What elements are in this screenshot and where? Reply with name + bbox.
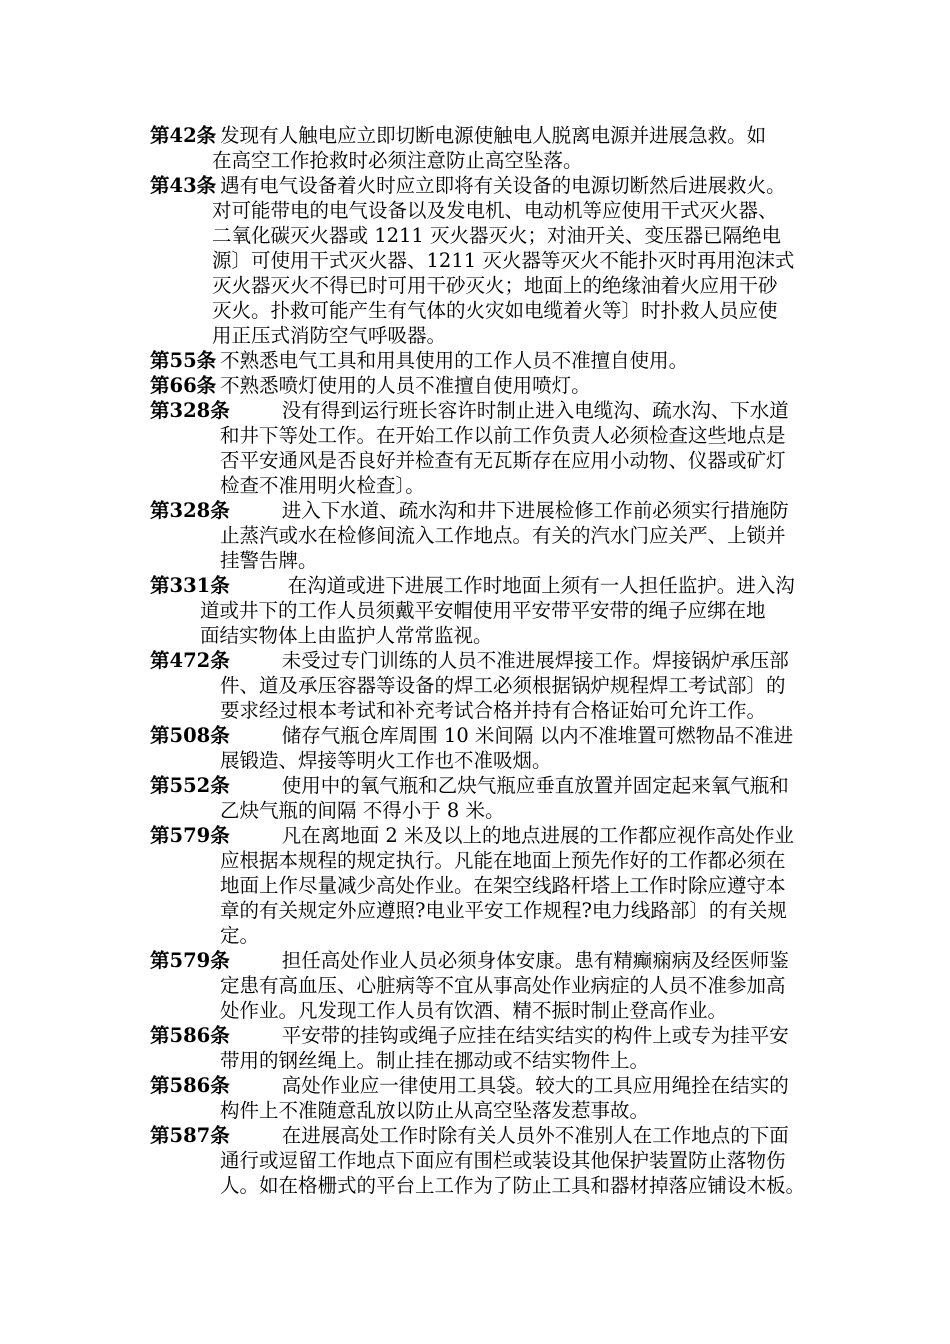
article-text-line: 展锻造、焊接等明火工作也不准吸烟。 [220, 749, 552, 772]
article-number: 第586条 [150, 1074, 230, 1097]
article-42 [150, 123, 890, 173]
article-text-line: 和井下等处工作。在开始工作以前工作负责人必须检查这些地点是 [220, 424, 786, 447]
article-331 [150, 573, 890, 648]
article-586-a [150, 1023, 890, 1073]
article-text-line: 地面上作尽量减少高处作业。在架空线路杆塔上工作时除应遵守本 [220, 874, 786, 897]
article-text-line: 道或井下的工作人员须戴平安帽使用平安带平安带的绳子应绑在地 [200, 599, 766, 622]
article-text-line: 在高空工作抢救时必须注意防止高空坠落。 [212, 149, 583, 172]
article-text-line: 遇有电气设备着火时应立即将有关设备的电源切断然后进展救火。 [220, 174, 786, 197]
article-text-line: 要求经过根本考试和补充考试合格并持有合格证始可允许工作。 [220, 699, 767, 722]
article-number: 第331条 [150, 574, 230, 597]
article-text-line: 在沟道或进下进展工作时地面上须有一人担任监护。进入沟 [287, 574, 795, 597]
article-579-b [150, 948, 890, 1023]
article-text-line: 件、道及承压容器等设备的焊工必须根据锅炉规程焊工考试部〕的 [220, 674, 786, 697]
article-text-line: 高处作业应一律使用工具袋。较大的工具应用绳拴在结实的 [281, 1074, 789, 1097]
article-text-line: 二氧化碳灭火器或 1211 灭火器灭火；对油开关、变压器已隔绝电 [212, 224, 782, 247]
article-number: 第328条 [150, 399, 230, 422]
article-43 [150, 173, 890, 348]
article-text-line: 人。如在格栅式的平台上工作为了防止工具和器材掉落应铺设木板。 [220, 1174, 806, 1197]
article-text-line: 凡在离地面 2 米及以上的地点进展的工作都应视作高处作业 [281, 824, 795, 847]
article-328-b [150, 498, 890, 573]
article-579-a [150, 823, 890, 948]
article-text-line: 没有得到运行班长容许时制止进入电缆沟、疏水沟、下水道 [281, 399, 789, 422]
article-text-line: 未受过专门训练的人员不准进展焊接工作。焊接锅炉承压部 [281, 649, 789, 672]
article-text-line: 不熟悉喷灯使用的人员不准擅自使用喷灯。 [220, 374, 591, 397]
article-text-line: 在进展高处工作时除有关人员外不准别人在工作地点的下面 [281, 1124, 789, 1147]
article-text-line: 章的有关规定外应遵照?电业平安工作规程?电力线路部〕的有关规 [220, 899, 787, 922]
article-328-a [150, 398, 890, 498]
article-text-line: 担任高处作业人员必须身体安康。患有精癫痫病及经医师鉴 [281, 949, 789, 972]
article-66 [150, 373, 890, 398]
article-text-line: 不熟悉电气工具和用具使用的工作人员不准擅自使用。 [220, 349, 689, 372]
article-text-line: 对可能带电的电气设备以及发电机、电动机等应使用干式灭火器、 [212, 199, 778, 222]
article-text-line: 检查不准用明火检查〕。 [220, 474, 425, 497]
article-text-line: 否平安通风是否良好并检查有无瓦斯存在应用小动物、仪器或矿灯 [220, 449, 786, 472]
article-number: 第579条 [150, 824, 230, 847]
article-text-line: 使用中的氧气瓶和乙炔气瓶应垂直放置并固定起来氧气瓶和 [281, 774, 789, 797]
article-text-line: 处作业。凡发现工作人员有饮酒、精不振时制止登高作业。 [220, 999, 728, 1022]
article-text-line: 进入下水道、疏水沟和井下进展检修工作前必须实行措施防 [281, 499, 789, 522]
article-text-line: 构件上不准随意乱放以防止从高空坠落发惹事故。 [220, 1099, 650, 1122]
article-587 [150, 1123, 890, 1198]
article-text-line: 平安带的挂钩或绳子应挂在结实结实的构件上或专为挂平安 [281, 1024, 789, 1047]
article-text-line: 面结实物体上由监护人常常监视。 [200, 624, 493, 647]
article-text-line: 灭火器灭火不得已时可用干砂灭火；地面上的绝缘油着火应用干砂 [212, 274, 778, 297]
article-number: 第579条 [150, 949, 230, 972]
article-text-line: 源〕可使用干式灭火器、1211 灭火器等灭火不能扑灭时再用泡沫式 [212, 249, 795, 272]
article-number: 第472条 [150, 649, 230, 672]
article-text-line: 定。 [220, 924, 260, 947]
article-number: 第552条 [150, 774, 230, 797]
article-text-line: 灭火。扑救可能产生有气体的火灾如电缆着火等〕时扑救人员应使 [212, 299, 778, 322]
article-text-line: 定患有高血压、心脏病等不宜从事高处作业病症的人员不准参加高 [220, 974, 786, 997]
article-text-line: 发现有人触电应立即切断电源使触电人脱离电源并进展急救。如 [220, 124, 767, 147]
article-number: 第328条 [150, 499, 230, 522]
article-number: 第55条 [150, 349, 217, 372]
article-text-line: 乙炔气瓶的间隔 不得小于 8 米。 [220, 799, 505, 822]
article-number: 第508条 [150, 724, 230, 747]
article-586-b [150, 1073, 890, 1123]
article-text-line: 用正压式消防空气呼吸器。 [212, 324, 447, 347]
article-number: 第586条 [150, 1024, 230, 1047]
article-472 [150, 648, 890, 723]
article-text-line: 储存气瓶仓库周围 10 米间隔 以内不准堆置可燃物品不准进 [281, 724, 794, 747]
article-text-line: 挂警告牌。 [220, 549, 318, 572]
article-55 [150, 348, 890, 373]
article-number: 第43条 [150, 174, 217, 197]
article-number: 第66条 [150, 374, 217, 397]
article-508 [150, 723, 890, 773]
article-number: 第587条 [150, 1124, 230, 1147]
article-text-line: 通行或逗留工作地点下面应有围栏或装设其他保护装置防止落物伤 [220, 1149, 786, 1172]
article-552 [150, 773, 890, 823]
article-text-line: 带用的钢丝绳上。制止挂在挪动或不结实物件上。 [220, 1049, 650, 1072]
article-number: 第42条 [150, 124, 217, 147]
article-text-line: 应根据本规程的规定执行。凡能在地面上预先作好的工作都必须在 [220, 849, 786, 872]
article-text-line: 止蒸汽或水在检修间流入工作地点。有关的汽水门应关严、上锁并 [220, 524, 786, 547]
